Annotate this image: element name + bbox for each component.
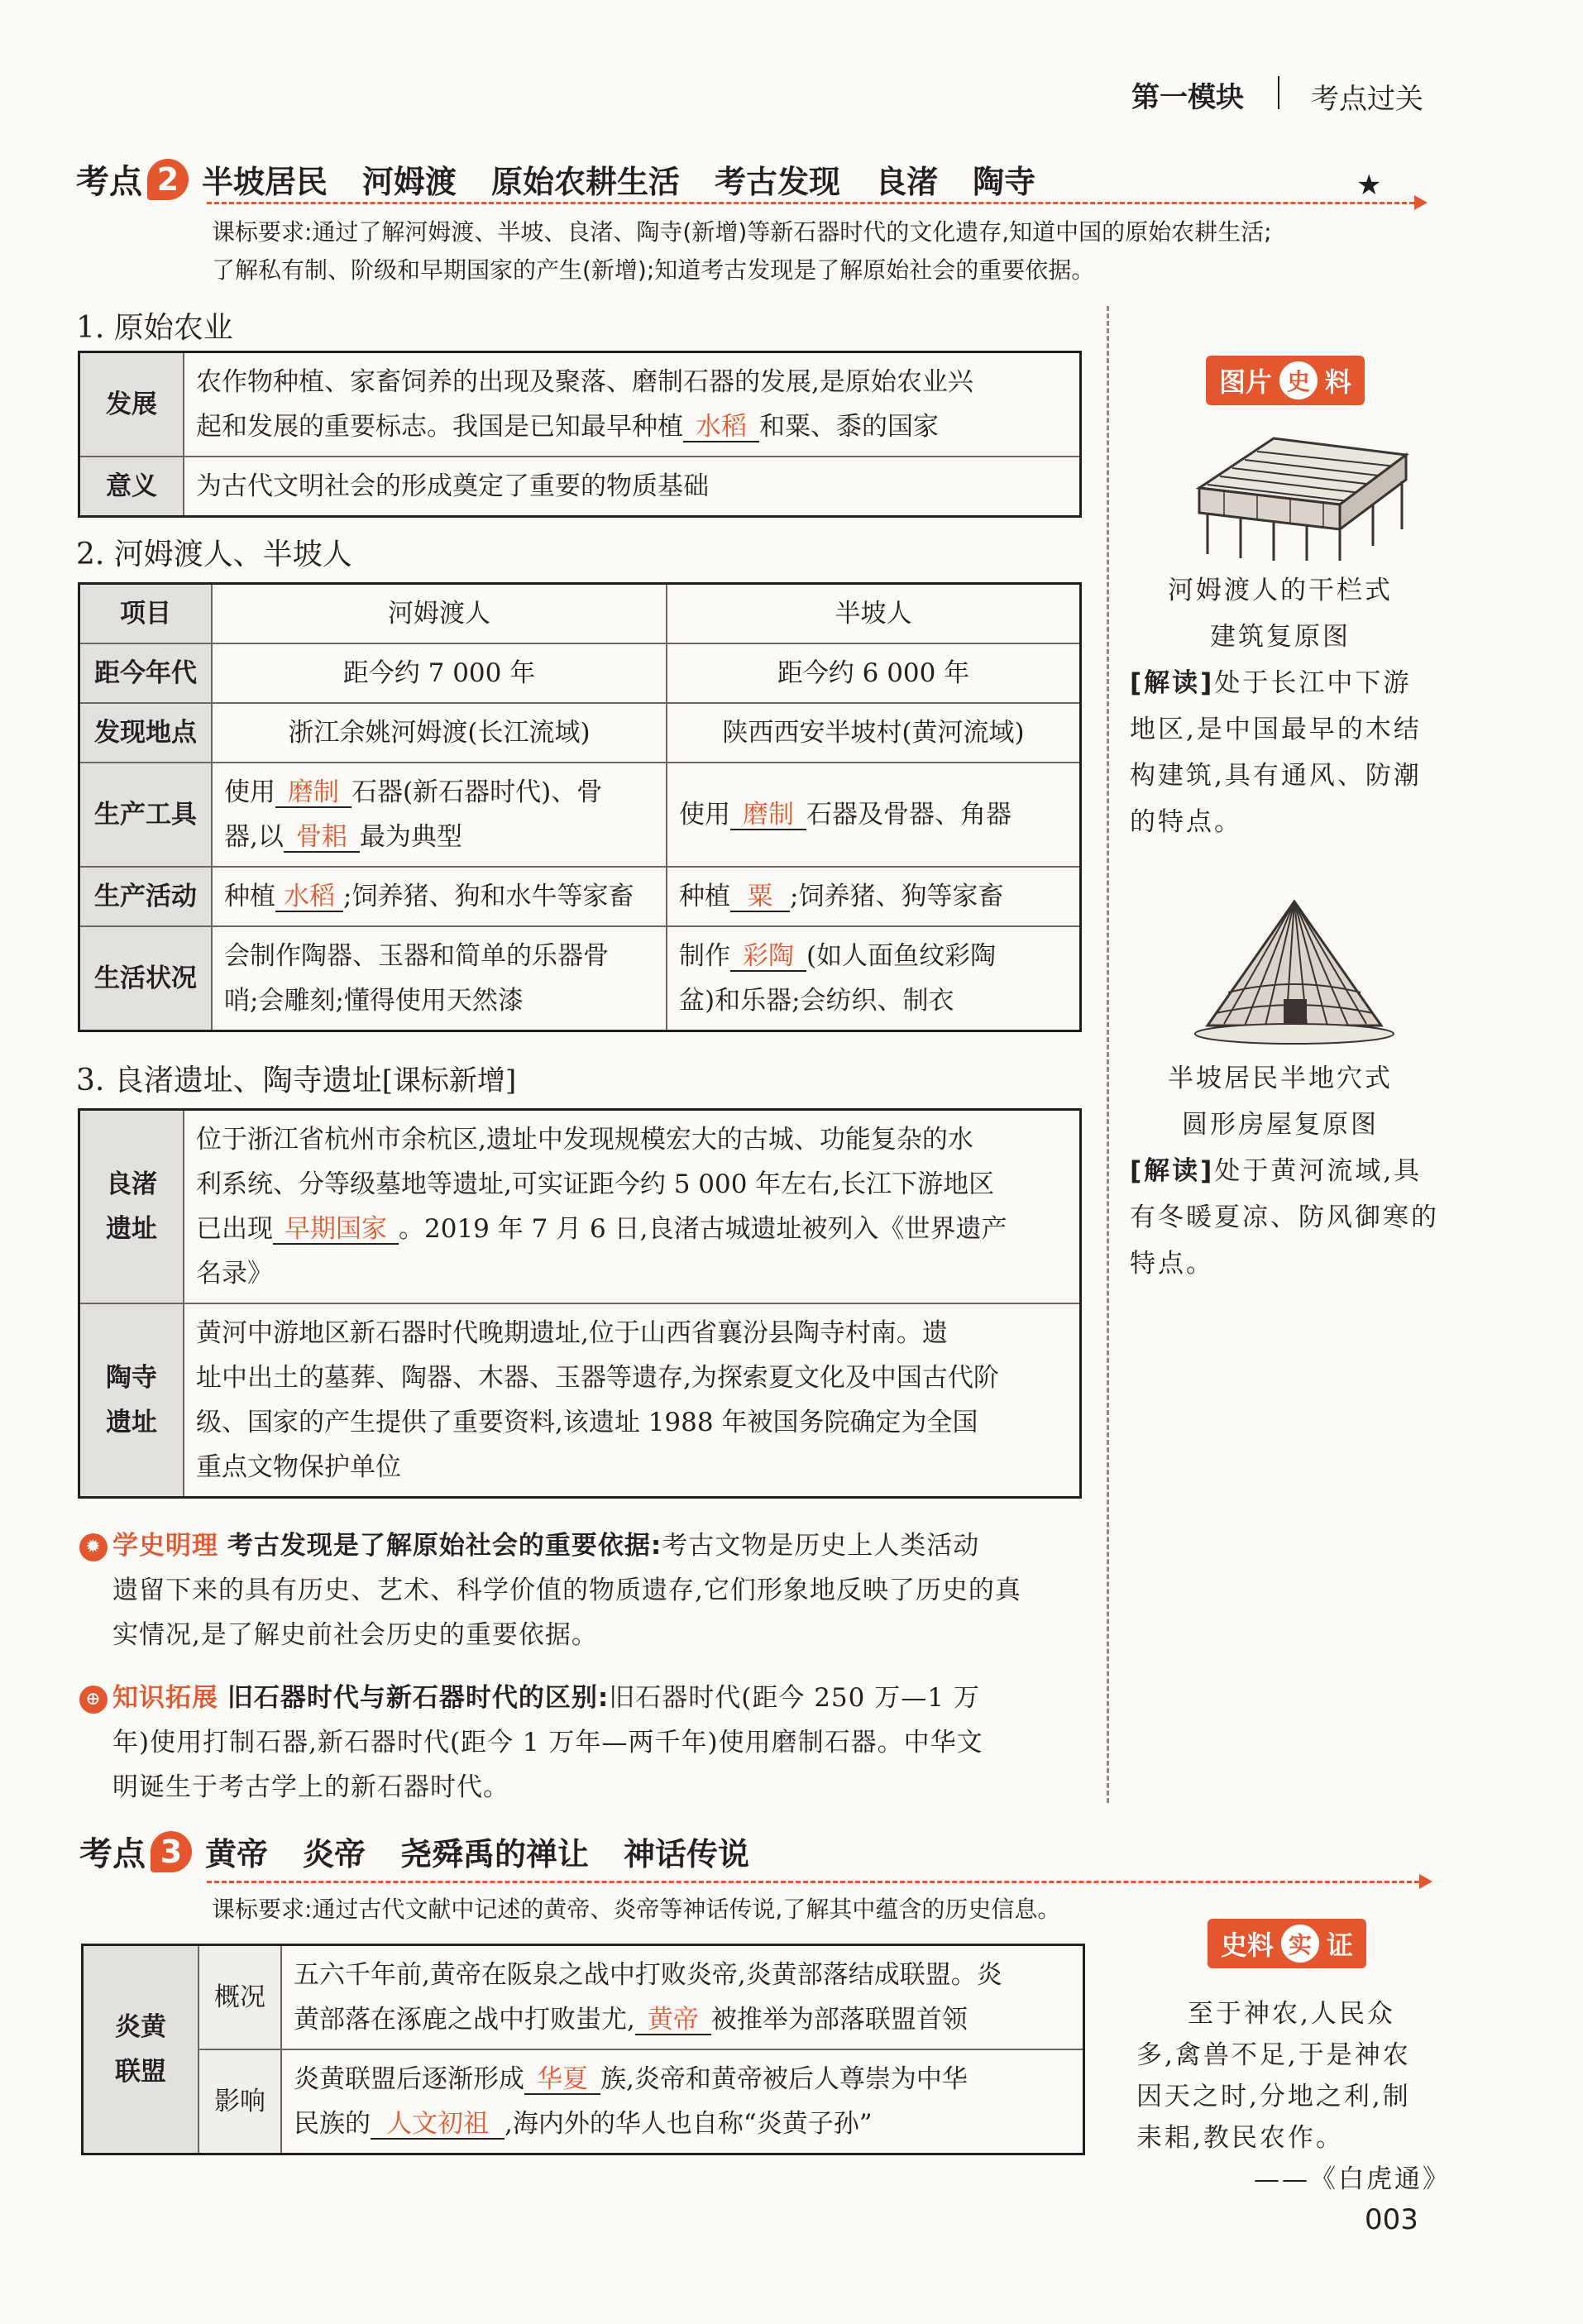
text: 良渚 [106,1169,157,1199]
caption-hemudu [1148,567,1413,660]
development-cell [184,352,1081,457]
text: 特点。 [1130,1249,1214,1279]
stilt-house-illustration [1174,430,1423,562]
primitive-agriculture-table [78,351,1082,518]
row-head-yanhuang [83,1945,199,2154]
row-head-age: 距今年代 [79,643,213,703]
star-icon: ★ [1356,169,1382,202]
kaodian-3-dash-line [207,1881,1419,1883]
text: 盆)和乐器;会纺织、制衣 [679,986,954,1016]
kaodian-2-dash-line [207,202,1414,204]
tip-label: 学史明理 [112,1531,218,1561]
text: 黄河中游地区新石器时代晚期遗址,位于山西省襄汾县陶寺村南。遗 [196,1318,948,1348]
text: 黄部落在涿鹿之战中打败蚩尤, [294,2005,635,2035]
row-head-liangzhu [79,1110,184,1304]
page-number: 003 [1365,2203,1418,2236]
picture-material-badge [1206,356,1365,405]
text: 民族的 [294,2109,371,2139]
row-head-taosi [79,1303,184,1498]
answer-blank: 磨制 [275,778,352,808]
new-tag: [课标新增] [381,1064,517,1097]
liangzhu-cell [184,1110,1081,1304]
kaodian-topic: 陶寺 [973,164,1036,200]
text: 地区,是中国最早的木结 [1130,715,1422,744]
text: 构建筑,具有通风、防潮 [1130,761,1422,791]
text: 图片 [1219,366,1273,398]
text: 遗址 [106,1408,157,1437]
sub-head-overview: 概况 [198,1945,281,2050]
answer-blank: 磨制 [730,801,806,830]
kaodian-number-badge: 3 [151,1831,192,1872]
text: 料 [1325,366,1352,398]
row-head-production: 生产活动 [79,867,213,926]
text: 制作 [679,941,730,971]
kaodian-3-header [79,1828,784,1875]
tip-bold: 考古发现是了解原始社会的重要依据: [227,1531,662,1561]
kaodian-topic: 尧舜禹的禅让 [400,1836,590,1872]
reading-label: [解读] [1130,1156,1215,1186]
overview-cell [281,1945,1084,2050]
kaodian-2-requirement-2: 了解私有制、阶级和早期国家的产生(新增);知道考古发现是了解原始社会的重要依据。 [212,256,1095,284]
text: 处于黄河流域,具 [1214,1156,1423,1186]
text: 种植 [679,882,730,911]
row-head-significance: 意义 [79,457,184,517]
hemudu-banpo-table [78,582,1082,1032]
text: 最为典型 [359,822,462,852]
quote-source: ——《白虎通》 [1254,2164,1451,2194]
row-head-location: 发现地点 [79,703,213,763]
kaodian-2-header [76,155,1070,203]
text: 河姆渡人的干栏式 [1168,576,1393,605]
text: ;饲养猪、狗等家畜 [790,882,1004,911]
text: 哨;会雕刻;懂得使用天然漆 [224,986,524,1016]
tip-bold: 旧石器时代与新石器时代的区别: [227,1683,610,1713]
answer-blank: 彩陶 [730,942,806,972]
hemudu-location: 浙江余姚河姆渡(长江流域) [212,703,667,763]
answer-blank: 骨耜 [284,823,360,853]
text: 圆形房屋复原图 [1182,1110,1379,1140]
text: 实 [1279,1922,1322,1965]
text: 会制作陶器、玉器和简单的乐器骨 [224,941,609,971]
text: 种植 [224,882,275,911]
text: 使用 [224,777,275,807]
quote-baihutong [1136,1993,1451,2200]
text: 被推举为部落联盟首领 [710,2005,968,2035]
kaodian-topic: 原始农耕生活 [491,164,681,200]
answer-blank: 水稻 [683,413,759,442]
text: 。2019 年 7 月 6 日,良渚古城遗址被列入《世界遗产 [399,1214,1007,1244]
text: 有冬暖夏凉、防风御寒的 [1130,1203,1439,1232]
text: 石器及骨器、角器 [806,800,1011,830]
text: 重点文物保护单位 [196,1452,401,1482]
col-head-hemudu: 河姆渡人 [212,584,667,644]
header-separator [1278,76,1279,109]
text: 处于长江中下游 [1214,668,1412,698]
text: 器,以 [224,822,284,852]
section-label: 考点过关 [1311,83,1423,116]
hemudu-life [212,926,667,1031]
answer-blank: 人文初祖 [371,2110,505,2140]
kaodian-topic: 神话传说 [624,1836,750,1872]
kaodian-topic: 良渚 [875,164,939,200]
text: 和粟、黍的国家 [759,412,939,442]
text: 考古文物是历史上人类活动 [662,1531,980,1561]
reading-hemudu [1130,660,1461,845]
historical-evidence-badge [1208,1919,1366,1968]
section-title-primitive-agriculture: 1. 原始农业 [76,311,233,345]
tip-label: 知识拓展 [112,1683,218,1713]
banpo-life [667,926,1081,1031]
row-head-tools: 生产工具 [79,763,213,867]
text: 3. 良渚遗址、陶寺遗址 [76,1064,382,1097]
text: 耒耜,教民农作。 [1136,2123,1344,2153]
text: 位于浙江省杭州市余杭区,遗址中发现规模宏大的古城、功能复杂的水 [196,1125,973,1155]
kaodian-topic: 半坡居民 [202,164,328,200]
text: 至于神农,人民众 [1188,1999,1395,2029]
kaodian-number-badge: 2 [147,159,189,200]
answer-blank: 早期国家 [273,1215,399,1245]
kaodian-topic: 炎帝 [303,1836,366,1872]
text: 起和发展的重要标志。我国是已知最早种植 [196,412,683,442]
row-head-life: 生活状况 [79,926,213,1031]
text: 史 [1277,359,1320,402]
banpo-production [667,867,1081,926]
col-head-banpo: 半坡人 [667,584,1081,644]
text: 已出现 [196,1214,273,1244]
text: 利系统、分等级墓地等遗址,可实证距今约 5 000 年左右,长江下游地区 [196,1169,995,1199]
text: ,海内外的华人也自称“炎黄子孙” [505,2109,873,2139]
reading-banpo [1130,1148,1461,1287]
text: 半坡居民半地穴式 [1168,1064,1393,1093]
kaodian-topic: 黄帝 [205,1836,269,1872]
text: 使用 [679,800,730,830]
row-head-development: 发展 [79,352,184,457]
text: 史料 [1221,1929,1275,1961]
arrow-right-icon [1414,195,1428,210]
extension-icon: ⊕ [79,1686,108,1714]
liangzhu-taosi-table [78,1108,1082,1499]
text: 名录》 [196,1259,273,1289]
kaodian-3-requirement: 课标要求:通过古代文献中记述的黄帝、炎帝等神话传说,了解其中蕴含的历史信息。 [212,1896,1061,1923]
text: 址中出土的墓葬、陶器、木器、玉器等遗存,为探索夏文化及中国古代阶 [196,1363,999,1393]
text: 明诞生于考古学上的新石器时代。 [112,1772,509,1802]
column-divider [1107,306,1109,1803]
hemudu-age: 距今约 7 000 年 [212,643,667,703]
text: 旧石器时代(距今 250 万—1 万 [609,1683,980,1713]
banpo-tools [667,763,1081,867]
answer-blank: 粟 [730,882,790,912]
yanhuang-alliance-table [81,1944,1085,2155]
text: 因天之时,分地之利,制 [1136,2082,1411,2111]
pit-house-illustration [1191,893,1398,1059]
section-title-hemudu-banpo: 2. 河姆渡人、半坡人 [76,538,352,571]
text: 遗址 [106,1214,157,1244]
kaodian-2-requirement-1: 课标要求:通过了解河姆渡、半坡、良渚、陶寺(新增)等新石器时代的文化遗存,知道中国的原始农耕生活; [212,218,1272,246]
arrow-right-icon [1419,1874,1432,1889]
banpo-location: 陕西西安半坡村(黄河流域) [667,703,1081,763]
text: 实情况,是了解史前社会历史的重要依据。 [112,1620,598,1650]
text: 年)使用打制石器,新石器时代(距今 1 万年—两千年)使用磨制石器。中华文 [112,1728,983,1757]
kaodian-label: 考点 [79,1835,146,1873]
lightbulb-icon: ✹ [79,1533,108,1561]
answer-blank: 水稻 [275,882,343,912]
text: 炎黄 [115,2012,166,2042]
text: 五六千年前,黄帝在阪泉之战中打败炎帝,炎黄部落结成联盟。炎 [294,1960,1002,1990]
text: 农作物种植、家畜饲养的出现及聚落、磨制石器的发展,是原始农业兴 [196,367,973,397]
text: 石器(新石器时代)、骨 [352,777,603,807]
text: 多,禽兽不足,于是神农 [1136,2040,1411,2070]
text: 的特点。 [1130,807,1242,837]
sub-head-influence: 影响 [198,2049,281,2154]
text: 联盟 [115,2057,166,2087]
text: ;饲养猪、狗和水牛等家畜 [343,882,634,911]
kaodian-topic: 考古发现 [715,164,841,200]
answer-blank: 黄帝 [635,2006,711,2035]
influence-cell [281,2049,1084,2154]
module-label: 第一模块 [1131,81,1244,114]
hemudu-production [212,867,667,926]
tip-history-principle [79,1523,1088,1657]
text: 陶寺 [106,1363,157,1393]
text: 证 [1327,1929,1354,1961]
banpo-age: 距今约 6 000 年 [667,643,1081,703]
text: 族,炎帝和黄帝被后人尊崇为中华 [600,2064,968,2094]
kaodian-topic: 河姆渡 [362,164,457,200]
text: 遗留下来的具有历史、艺术、科学价值的物质遗存,它们形象地反映了历史的真 [112,1576,1021,1605]
significance-cell: 为古代文明社会的形成奠定了重要的物质基础 [184,457,1081,517]
col-head-item: 项目 [79,584,213,644]
text: 级、国家的产生提供了重要资料,该遗址 1988 年被国务院确定为全国 [196,1408,978,1437]
taosi-cell [184,1303,1081,1498]
text: 炎黄联盟后逐渐形成 [294,2064,524,2094]
reading-label: [解读] [1130,668,1215,698]
hemudu-tools [212,763,667,867]
section-title-liangzhu-taosi [76,1057,516,1099]
answer-blank: 华夏 [524,2065,600,2095]
text: 建筑复原图 [1210,622,1351,652]
tip-knowledge-extension [79,1676,1088,1810]
text: (如人面鱼纹彩陶 [806,941,997,971]
kaodian-label: 考点 [76,163,142,201]
caption-banpo [1148,1055,1413,1148]
